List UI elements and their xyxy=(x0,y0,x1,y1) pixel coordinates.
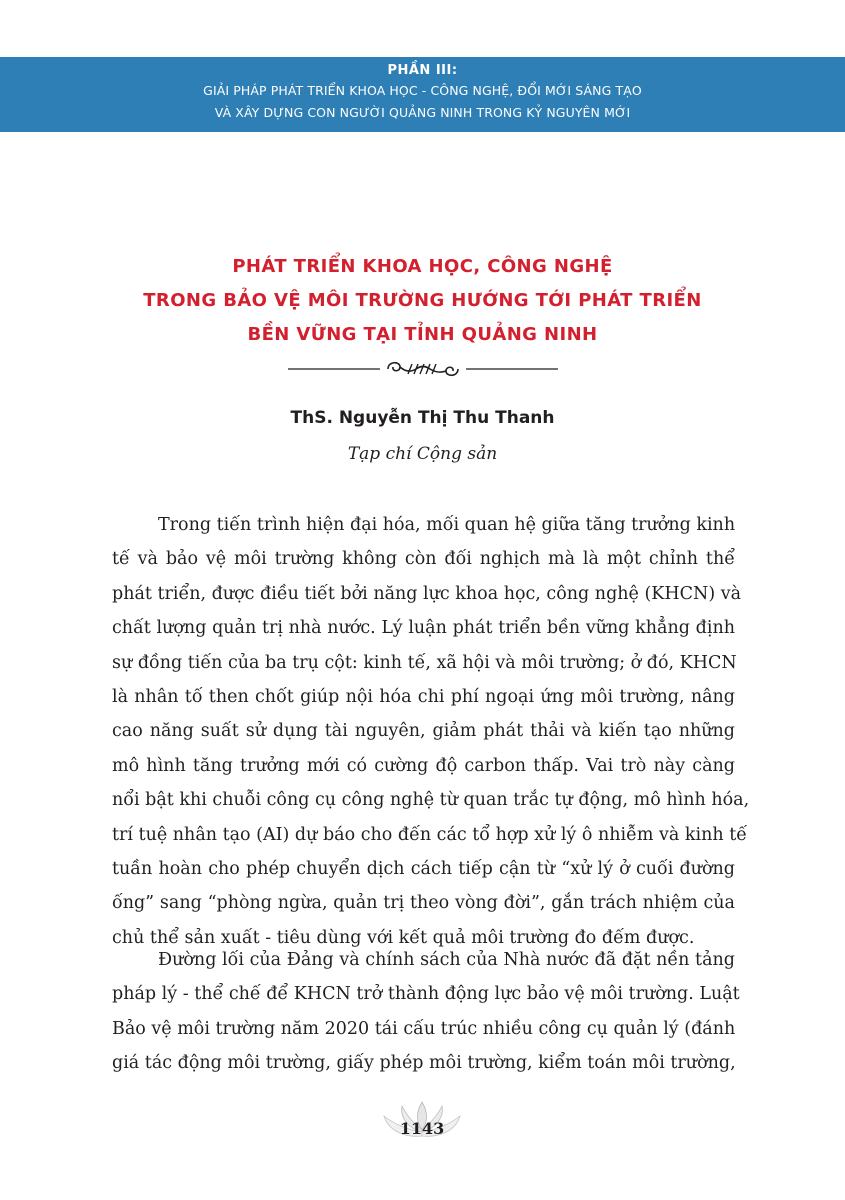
article-title-line-2: TRONG BẢO VỆ MÔI TRƯỜNG HƯỚNG TỚI PHÁT TRIỂN xyxy=(143,290,702,311)
title-divider-ornament-icon xyxy=(288,358,558,380)
page-number-badge xyxy=(372,1100,472,1146)
section-header-banner xyxy=(0,57,845,132)
article-title xyxy=(0,250,845,352)
part-subtitle-line-2: VÀ XÂY DỰNG CON NGƯỜI QUẢNG NINH TRONG KỶ NGUYÊN MỚI xyxy=(214,105,631,120)
text-line: mô hình tăng trưởng mới có cường độ carbon thấp. Vai trò này càng xyxy=(112,755,735,776)
text-line: trí tuệ nhân tạo (AI) dự báo cho đến các tổ hợp xử lý ô nhiễm và kinh tế xyxy=(112,824,748,845)
text-line: phát triển, được điều tiết bởi năng lực khoa học, công nghệ (KHCN) và xyxy=(112,583,742,604)
text-line: giá tác động môi trường, giấy phép môi trường, kiểm toán môi trường, xyxy=(112,1053,736,1074)
part-label: PHẦN III: xyxy=(387,63,458,78)
text-line: chủ thể sản xuất - tiêu dùng với kết quả môi trường đo đếm được. xyxy=(112,927,695,948)
text-line: nổi bật khi chuỗi công cụ công nghệ từ quan trắc tự động, mô hình hóa, xyxy=(112,790,750,811)
publication-name: Tạp chí Cộng sản xyxy=(347,444,498,464)
article-title-line-3: BỀN VỮNG TẠI TỈNH QUẢNG NINH xyxy=(247,324,598,345)
body-paragraph-2 xyxy=(112,943,740,1081)
text-line: Đường lối của Đảng và chính sách của Nhà nước đã đặt nền tảng xyxy=(158,950,735,970)
text-line: Trong tiến trình hiện đại hóa, mối quan hệ giữa tăng trưởng kinh xyxy=(158,515,736,535)
page-number: 1143 xyxy=(399,1119,445,1138)
text-line: tuần hoàn cho phép chuyển dịch cách tiếp cận từ “xử lý ở cuối đường xyxy=(112,859,735,880)
text-line: Bảo vệ môi trường năm 2020 tái cấu trúc nhiều công cụ quản lý (đánh xyxy=(112,1018,736,1039)
text-line: chất lượng quản trị nhà nước. Lý luận phát triển bền vững khẳng định xyxy=(112,618,735,639)
text-line: cao năng suất sử dụng tài nguyên, giảm phát thải và kiến tạo những xyxy=(112,721,735,742)
text-line: ống” sang “phòng ngừa, quản trị theo vòng đời”, gắn trách nhiệm của xyxy=(112,893,735,914)
article-title-line-1: PHÁT TRIỂN KHOA HỌC, CÔNG NGHỆ xyxy=(232,256,613,277)
part-subtitle-line-1: GIẢI PHÁP PHÁT TRIỂN KHOA HỌC - CÔNG NGHỆ, ĐỔI MỚI SÁNG TẠO xyxy=(203,83,642,98)
text-line: sự đồng tiến của ba trụ cột: kinh tế, xã hội và môi trường; ở đó, KHCN xyxy=(112,652,737,673)
author-name: ThS. Nguyễn Thị Thu Thanh xyxy=(290,408,555,428)
text-line: là nhân tố then chốt giúp nội hóa chi phí ngoại ứng môi trường, nâng xyxy=(112,687,735,708)
text-line: pháp lý - thể chế để KHCN trở thành động lực bảo vệ môi trường. Luật xyxy=(112,984,740,1005)
text-line: tế và bảo vệ môi trường không còn đối nghịch mà là một chỉnh thể xyxy=(112,549,735,570)
body-paragraph-1 xyxy=(112,508,750,955)
